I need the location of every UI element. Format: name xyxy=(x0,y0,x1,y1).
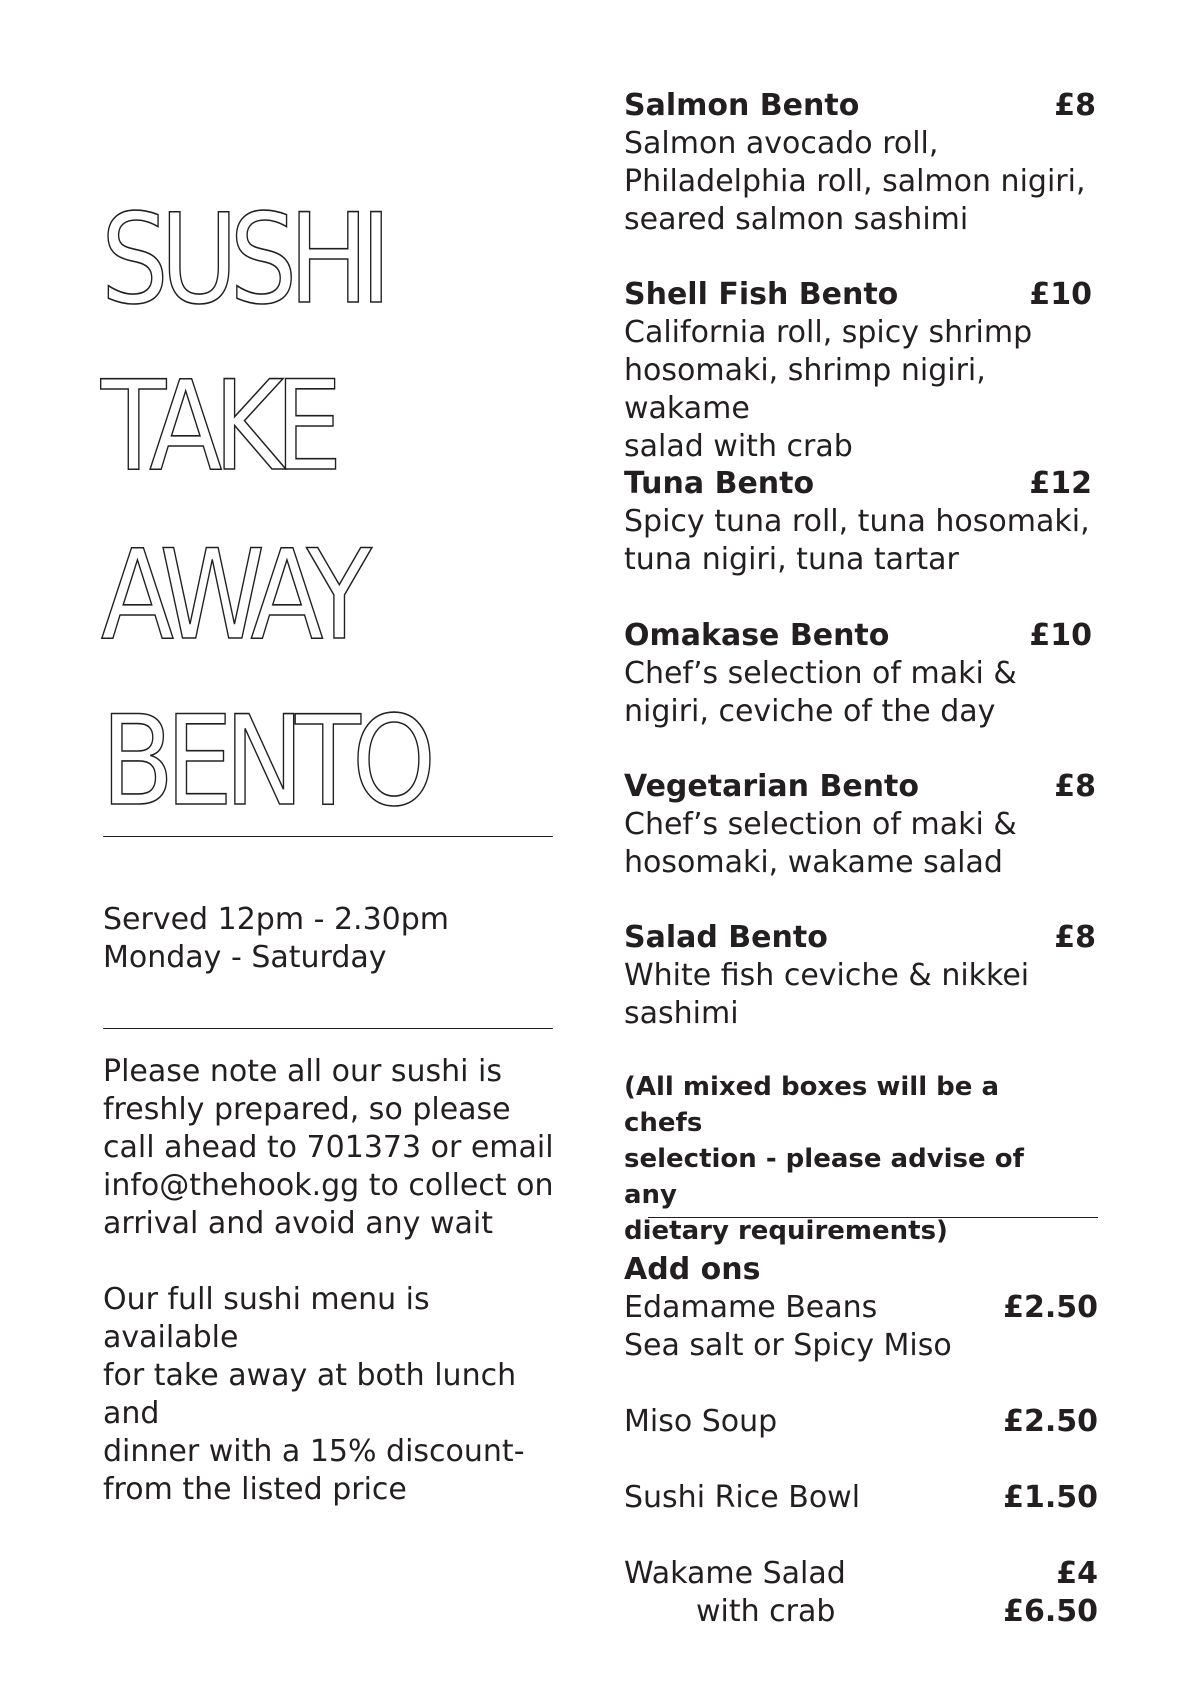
item-name: Shell Fish Bento xyxy=(624,277,899,312)
addon-wakame-salad-with-crab xyxy=(624,1593,1098,1631)
divider-top-left xyxy=(103,836,553,837)
addon-price: £6.50 xyxy=(1003,1594,1098,1629)
item-header xyxy=(624,768,1096,806)
notice-line: call ahead to 701373 or email xyxy=(103,1130,554,1165)
item-price: £8 xyxy=(1054,920,1096,955)
addon-price: £1.50 xyxy=(1003,1480,1098,1515)
title-bento: BENTO xyxy=(101,690,428,834)
item-header xyxy=(624,617,1096,655)
addons-title: Add ons xyxy=(624,1252,761,1287)
item-description xyxy=(624,655,1096,731)
hours-time: Served 12pm - 2.30pm xyxy=(103,902,450,937)
item-description xyxy=(624,503,1096,579)
menu-item-salmon-bento xyxy=(624,87,1096,239)
description-line: Chef’s selection of maki & xyxy=(624,807,1017,842)
item-description xyxy=(624,806,1096,882)
item-description xyxy=(624,314,1096,466)
item-name: Tuna Bento xyxy=(624,466,815,501)
order-notice xyxy=(103,1053,563,1243)
fullmenu-line: for take away at both lunch and xyxy=(103,1358,517,1431)
description-line: California roll, spicy shrimp xyxy=(624,315,1033,350)
item-header xyxy=(624,919,1096,957)
menu-item-tuna-bento xyxy=(624,465,1096,579)
addon-price: £2.50 xyxy=(1003,1404,1098,1439)
description-line: hosomaki, shrimp nigiri, wakame xyxy=(624,353,986,426)
item-price: £10 xyxy=(1029,277,1092,312)
title-away: AWAY xyxy=(101,524,364,668)
notice-line: info@thehook.gg to collect on xyxy=(103,1168,554,1203)
item-description xyxy=(624,957,1096,1033)
fullmenu-line: Our full sushi menu is available xyxy=(103,1282,430,1355)
item-price: £8 xyxy=(1054,769,1096,804)
addon-price: £4 xyxy=(1056,1556,1098,1591)
item-name: Vegetarian Bento xyxy=(624,769,919,804)
menu-item-salad-bento xyxy=(624,919,1096,1033)
menu-item-omakase-bento xyxy=(624,617,1096,731)
note-line: selection - please advise of any xyxy=(624,1144,1024,1210)
divider-right xyxy=(648,1217,1098,1218)
note-line: dietary requirements) xyxy=(624,1216,948,1246)
notice-line: freshly prepared, so please xyxy=(103,1092,511,1127)
addon-miso-soup xyxy=(624,1403,1098,1441)
note-line: (All mixed boxes will be a chefs xyxy=(624,1072,1000,1138)
full-menu-note xyxy=(103,1281,563,1509)
description-line: seared salmon sashimi xyxy=(624,202,969,237)
description-line: tuna nigiri, tuna tartar xyxy=(624,542,959,577)
item-name: Salad Bento xyxy=(624,920,828,955)
fullmenu-line: from the listed price xyxy=(103,1472,407,1507)
addon-price: £2.50 xyxy=(1003,1290,1098,1325)
hours-days: Monday - Saturday xyxy=(103,940,387,975)
addon-name: Sea salt or Spicy Miso xyxy=(624,1328,952,1363)
fullmenu-line: dinner with a 15% discount- xyxy=(103,1434,525,1469)
description-line: White fish ceviche & nikkei xyxy=(624,958,1030,993)
mixed-boxes-note xyxy=(624,1069,1064,1249)
item-description xyxy=(624,125,1096,239)
description-line: nigiri, ceviche of the day xyxy=(624,694,996,729)
item-name: Salmon Bento xyxy=(624,88,860,123)
description-line: sashimi xyxy=(624,996,739,1031)
description-line: Philadelphia roll, salmon nigiri, xyxy=(624,164,1086,199)
description-line: salad with crab xyxy=(624,429,853,464)
addon-name: Sushi Rice Bowl xyxy=(624,1480,861,1515)
menu-item-vegetarian-bento xyxy=(624,768,1096,882)
item-header xyxy=(624,465,1096,503)
menu-item-shell-fish-bento xyxy=(624,276,1096,466)
addon-sushi-rice-bowl xyxy=(624,1479,1098,1517)
description-line: Salmon avocado roll, xyxy=(624,126,939,161)
description-line: Spicy tuna roll, tuna hosomaki, xyxy=(624,504,1090,539)
notice-line: arrival and avoid any wait xyxy=(103,1206,493,1241)
item-price: £8 xyxy=(1054,88,1096,123)
item-header xyxy=(624,87,1096,125)
description-line: Chef’s selection of maki & xyxy=(624,656,1017,691)
title-take: TAKE xyxy=(101,355,334,499)
item-header xyxy=(624,276,1096,314)
notice-line: Please note all our sushi is xyxy=(103,1054,502,1089)
item-name: Omakase Bento xyxy=(624,618,890,653)
addon-name: with crab xyxy=(696,1594,836,1629)
title-sushi: SUSHI xyxy=(101,188,384,332)
addon-edamame-beans xyxy=(624,1289,1098,1327)
description-line: hosomaki, wakame salad xyxy=(624,845,1003,880)
addon-name: Edamame Beans xyxy=(624,1290,878,1325)
addon-name: Wakame Salad xyxy=(624,1556,846,1591)
addon-wakame-salad xyxy=(624,1555,1098,1593)
item-price: £10 xyxy=(1029,618,1092,653)
service-hours xyxy=(103,901,563,977)
item-price: £12 xyxy=(1029,466,1092,501)
divider-mid-left xyxy=(103,1028,553,1029)
addon-name: Miso Soup xyxy=(624,1404,778,1439)
addon-edamame-flavours xyxy=(624,1327,1098,1365)
